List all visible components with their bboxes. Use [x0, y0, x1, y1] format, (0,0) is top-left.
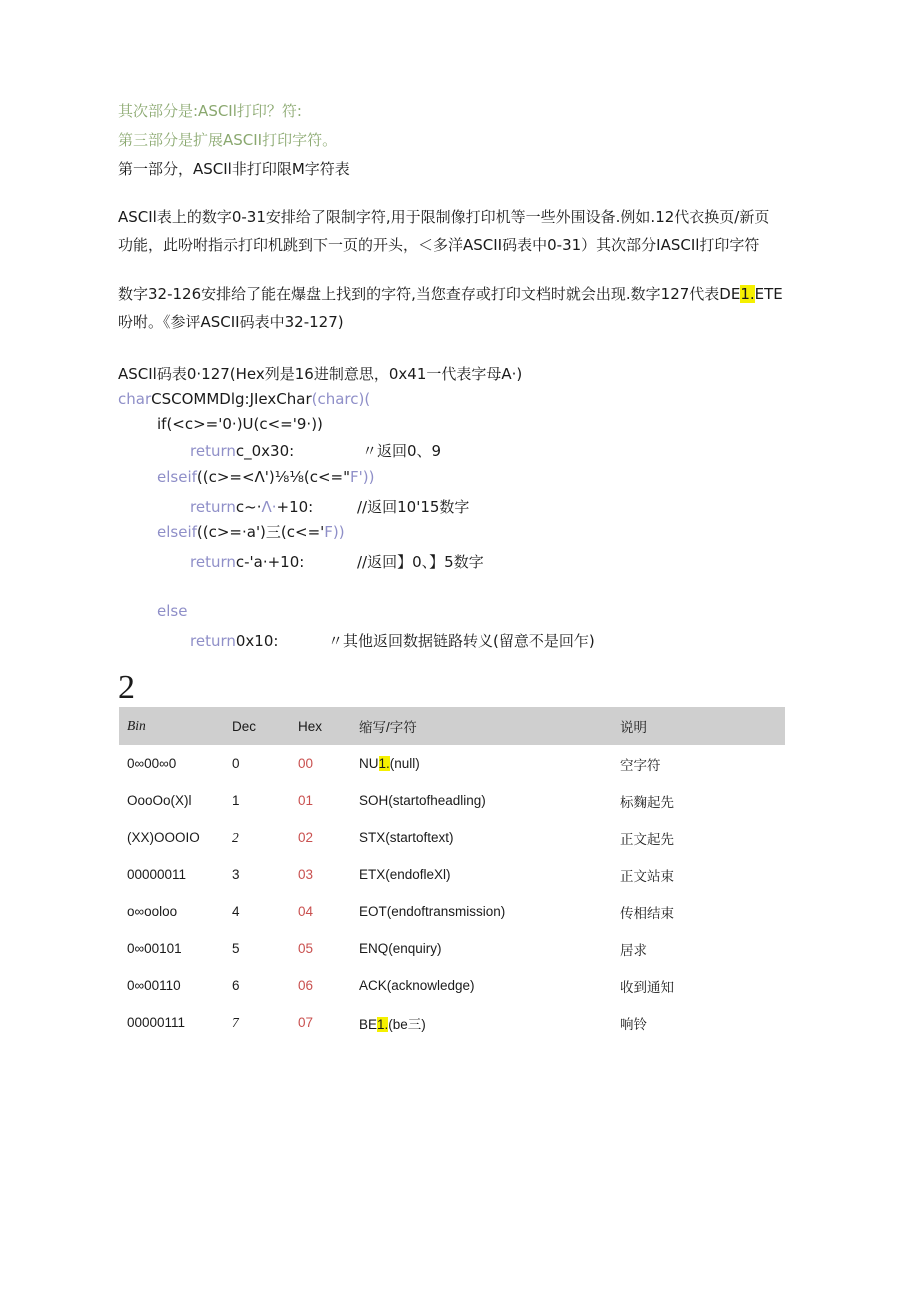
code-text: c~· — [235, 498, 262, 516]
intro-line-second-part: 其次部分是:ASCIl打印？符: — [118, 102, 302, 120]
cell-dec: 5 — [232, 941, 240, 956]
abbr-text-a: BE — [359, 1016, 378, 1032]
cell-abbr — [351, 893, 612, 930]
code-keyword: return — [190, 632, 236, 650]
cell-hex: 05 — [298, 941, 314, 956]
code-text: Λ')⅛⅛(c<=" — [254, 468, 350, 486]
cell-desc: 正文起先 — [620, 831, 674, 847]
code-comment-2: //返回10'15数字 — [357, 498, 470, 516]
header-hex: Hex — [290, 707, 351, 745]
code-text-colored: F')) — [350, 468, 375, 486]
cell-dec: 0 — [232, 756, 240, 771]
paragraph-1-line-1: ASCIl表上的数字0-31安排给了限制字符,用于限制像打印机等一些外围设备.例如.12代衣换页/新页 — [118, 208, 770, 226]
code-keyword: char — [118, 390, 152, 408]
code-line-return-3 — [190, 552, 304, 572]
cell-bin: 0∞00101 — [127, 941, 182, 956]
code-text: c_0x30: — [235, 442, 295, 460]
table-row — [119, 1004, 785, 1041]
table-row — [119, 930, 785, 967]
table-row — [119, 819, 785, 856]
table-row — [119, 893, 785, 930]
cell-bin: (XX)OOOIO — [127, 830, 200, 845]
code-text-colored: F)) — [324, 523, 345, 541]
cell-dec: 3 — [232, 867, 240, 882]
paragraph-2-line-1 — [118, 284, 783, 304]
abbr-highlight: 1. — [378, 756, 390, 771]
cell-abbr — [351, 967, 612, 1004]
cell-dec: 1 — [232, 793, 240, 808]
code-line-function — [118, 389, 370, 409]
intro-line-third-part: 第三部分是扩展ASCII打印字符。 — [118, 131, 338, 149]
code-line-elseif-2 — [157, 522, 345, 542]
table-row — [119, 856, 785, 893]
highlighted-text: 1. — [740, 285, 755, 303]
code-keyword: return — [190, 442, 236, 460]
cell-hex: 06 — [298, 978, 314, 993]
abbr-text-b: (be三) — [388, 1016, 426, 1032]
table-row — [119, 782, 785, 819]
cell-abbr — [351, 782, 612, 819]
paragraph-2-text-b: ETE — [754, 285, 783, 303]
code-keyword: return — [190, 498, 236, 516]
cell-dec: 7 — [232, 1014, 239, 1030]
cell-abbr — [351, 745, 612, 782]
cell-desc: 传相结束 — [620, 905, 674, 921]
table-row — [119, 967, 785, 1004]
paragraph-2-line-2: 吩咐。《参评ASCII码表中32-127) — [118, 313, 344, 331]
abbr-text-a: NU — [359, 756, 379, 771]
header-dec: Dec — [224, 707, 290, 745]
table-header-row — [119, 707, 785, 745]
code-text: c-'a·+10: — [235, 553, 305, 571]
abbr-text-a: ACK(acknowledge) — [359, 978, 475, 993]
cell-hex: 01 — [298, 793, 314, 808]
abbr-text-b: (null) — [389, 756, 420, 771]
code-line-return-2 — [190, 497, 313, 517]
abbr-text-a: EOT(endoftransmission) — [359, 904, 506, 919]
cell-bin: OooOo(X)l — [127, 793, 192, 808]
cell-desc: 响铃 — [620, 1016, 647, 1032]
cell-hex: 00 — [298, 756, 314, 771]
code-keyword: elseif — [157, 468, 197, 486]
code-heading: ASCIl码表0·127(Hex列是16进制意思，0x41一代表字母A·) — [118, 365, 523, 383]
code-text: ((c>=< — [196, 468, 255, 486]
cell-bin: o∞ooloo — [127, 904, 178, 919]
cell-desc: 标麴起先 — [620, 794, 674, 810]
cell-desc: 收到通知 — [620, 979, 674, 995]
code-comment-4: 〃其他返回数据链路转义(留意不是回乍) — [328, 632, 595, 650]
abbr-highlight: 1. — [377, 1016, 389, 1032]
cell-dec: 6 — [232, 978, 240, 993]
abbr-text-a: ETX(endofleXl) — [359, 867, 451, 882]
code-line-if: if(<c>='0·)U(c<='9·)) — [157, 415, 323, 433]
ascii-table — [119, 707, 785, 1041]
header-desc: 说明 — [612, 707, 785, 745]
code-text: 0x10: — [235, 632, 279, 650]
cell-hex: 07 — [298, 1015, 314, 1030]
code-line-return-1 — [190, 441, 294, 461]
code-line-else: else — [157, 602, 188, 620]
code-argument: (charc)( — [311, 390, 371, 408]
code-line-return-4 — [190, 631, 278, 651]
abbr-text-a: STX(startoftext) — [359, 830, 454, 845]
code-text: ((c>=·a')三(c<=' — [196, 523, 325, 541]
abbr-text-a: SOH(startofheadling) — [359, 793, 486, 808]
cell-bin: 0∞00∞0 — [127, 756, 177, 771]
cell-dec: 2 — [232, 829, 239, 845]
code-keyword: return — [190, 553, 236, 571]
cell-dec: 4 — [232, 904, 240, 919]
cell-abbr — [351, 856, 612, 893]
intro-line-first-part: 第一部分，ASCIl非打印限M字符表 — [118, 160, 350, 178]
code-line-elseif-1 — [157, 467, 374, 487]
code-text: CSCOMMDlg:JIexChar — [151, 390, 312, 408]
cell-hex: 02 — [298, 830, 314, 845]
cell-bin: 00000111 — [127, 1015, 186, 1030]
header-bin: Bin — [119, 707, 224, 745]
table-row — [119, 745, 785, 782]
cell-desc: 空字符 — [620, 757, 661, 773]
code-text-colored: Λ· — [261, 498, 277, 516]
cell-bin: 00000011 — [127, 867, 187, 882]
code-comment-1: 〃返回0、9 — [362, 442, 442, 460]
paragraph-1-line-2: 功能，此吩咐指示打印机跳到下一页的开头，＜多洋ASCII码表中0-31）其次部分IASCIl打印字符 — [118, 236, 760, 254]
header-abbr: 缩写/字符 — [351, 707, 612, 745]
cell-abbr — [351, 930, 612, 967]
cell-hex: 04 — [298, 904, 314, 919]
cell-desc: 居求 — [620, 942, 647, 958]
code-keyword: elseif — [157, 523, 197, 541]
cell-abbr — [351, 1004, 612, 1041]
cell-abbr — [351, 819, 612, 856]
cell-bin: 0∞00110 — [127, 978, 181, 993]
paragraph-2-text-a: 数字32-126安排给了能在爆盘上找到的字符,当您查存或打印文档时就会出现.数字127代表DE — [118, 285, 741, 303]
cell-hex: 03 — [298, 867, 314, 882]
code-comment-3: //返回】0、】5数字 — [357, 553, 484, 571]
abbr-text-a: ENQ(enquiry) — [359, 941, 442, 956]
section-number: 2 — [118, 669, 135, 706]
code-text: +10: — [276, 498, 314, 516]
cell-desc: 正文站束 — [620, 868, 674, 884]
